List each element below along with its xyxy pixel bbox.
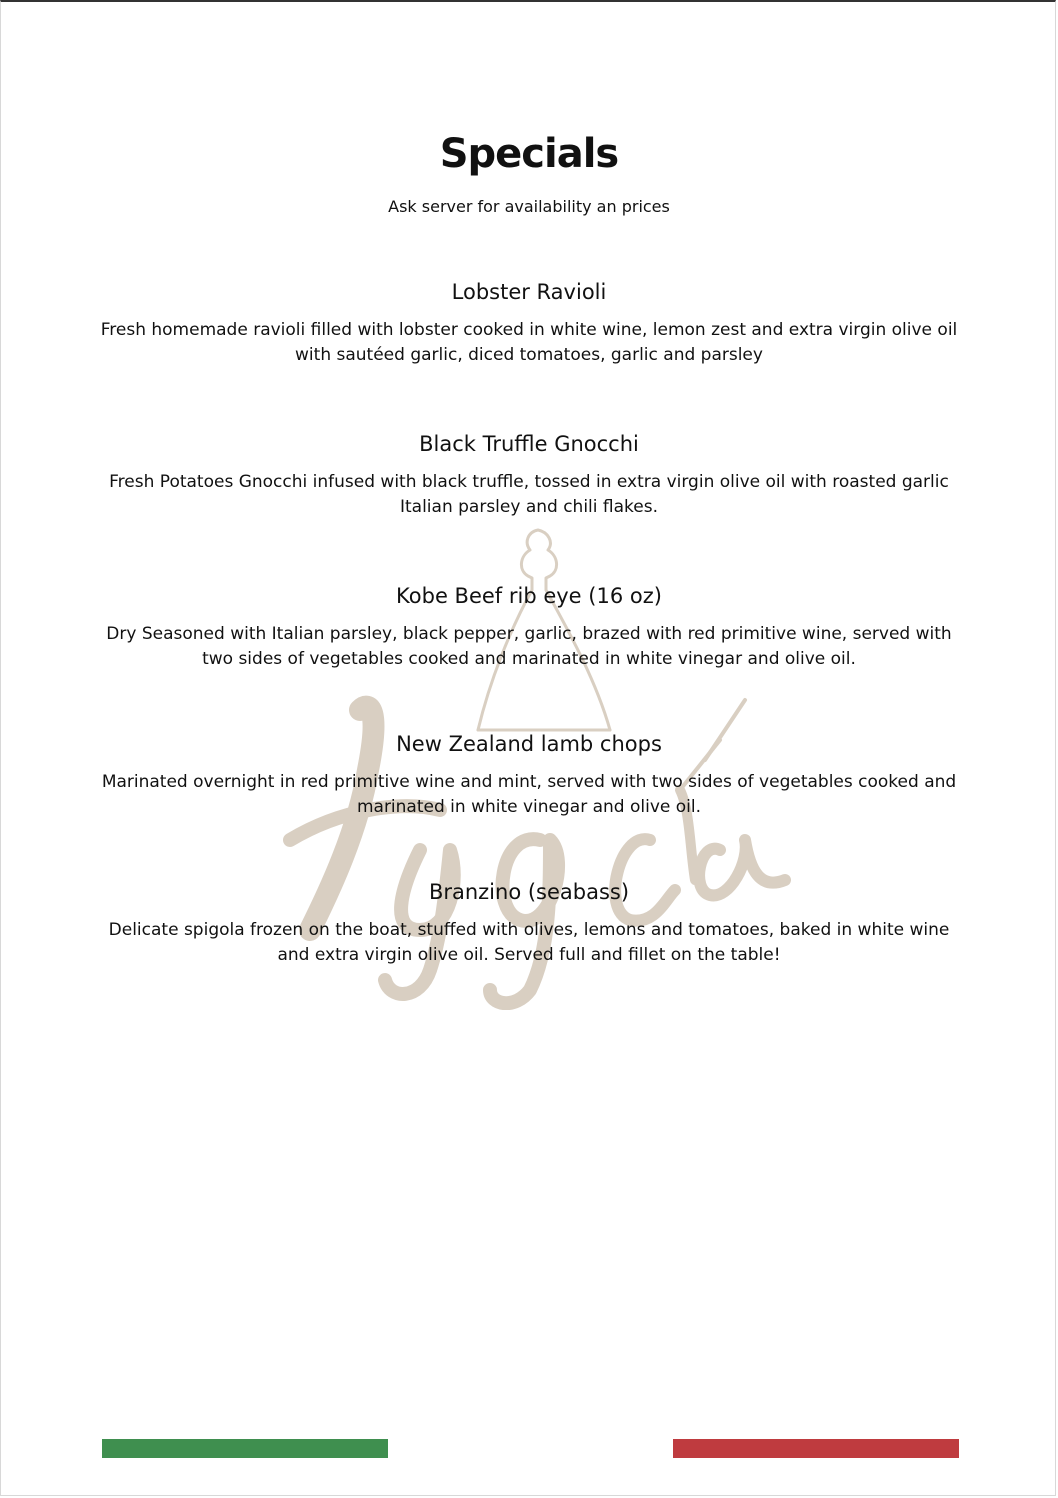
menu-item-description: Dry Seasoned with Italian parsley, black pepper, garlic, brazed with red primitive wine, served with two sides of vegetables cooked and marinated in white vinegar and olive oil. [106,624,952,669]
menu-item-name: Black Truffle Gnocchi [419,432,639,456]
flag-red-bar [673,1439,959,1458]
menu-item [100,278,958,368]
menu-item-description: Delicate spigola frozen on the boat, stuffed with olives, lemons and tomatoes, baked in white wine and extra virgin olive oil. Served full and fillet on the table! [108,920,950,965]
menu-item-description: Fresh Potatoes Gnocchi infused with black truffle, tossed in extra virgin olive oil with roasted garlic Italian parsley and chili flakes. [109,472,949,517]
page-title: Specials [439,131,619,177]
flag-green-bar [102,1439,388,1458]
menu-item [100,878,958,968]
menu-item-name: Lobster Ravioli [451,280,607,304]
menu-item-description: Marinated overnight in red primitive wine and mint, served with two sides of vegetables cooked and marinated in white vinegar and olive oil. [101,772,957,817]
menu-item-name: Branzino (seabass) [428,880,630,904]
menu-item-name: Kobe Beef rib eye (16 oz) [396,584,662,608]
menu-item [100,582,958,672]
page-subtitle: Ask server for availability an prices [388,197,670,216]
menu-item [100,730,958,820]
menu-item [100,430,958,520]
menu-item-name: New Zealand lamb chops [396,732,662,756]
menu-item-description: Fresh homemade ravioli filled with lobster cooked in white wine, lemon zest and extra virgin olive oil with sautéed garlic, diced tomatoes, garlic and parsley [100,320,958,365]
